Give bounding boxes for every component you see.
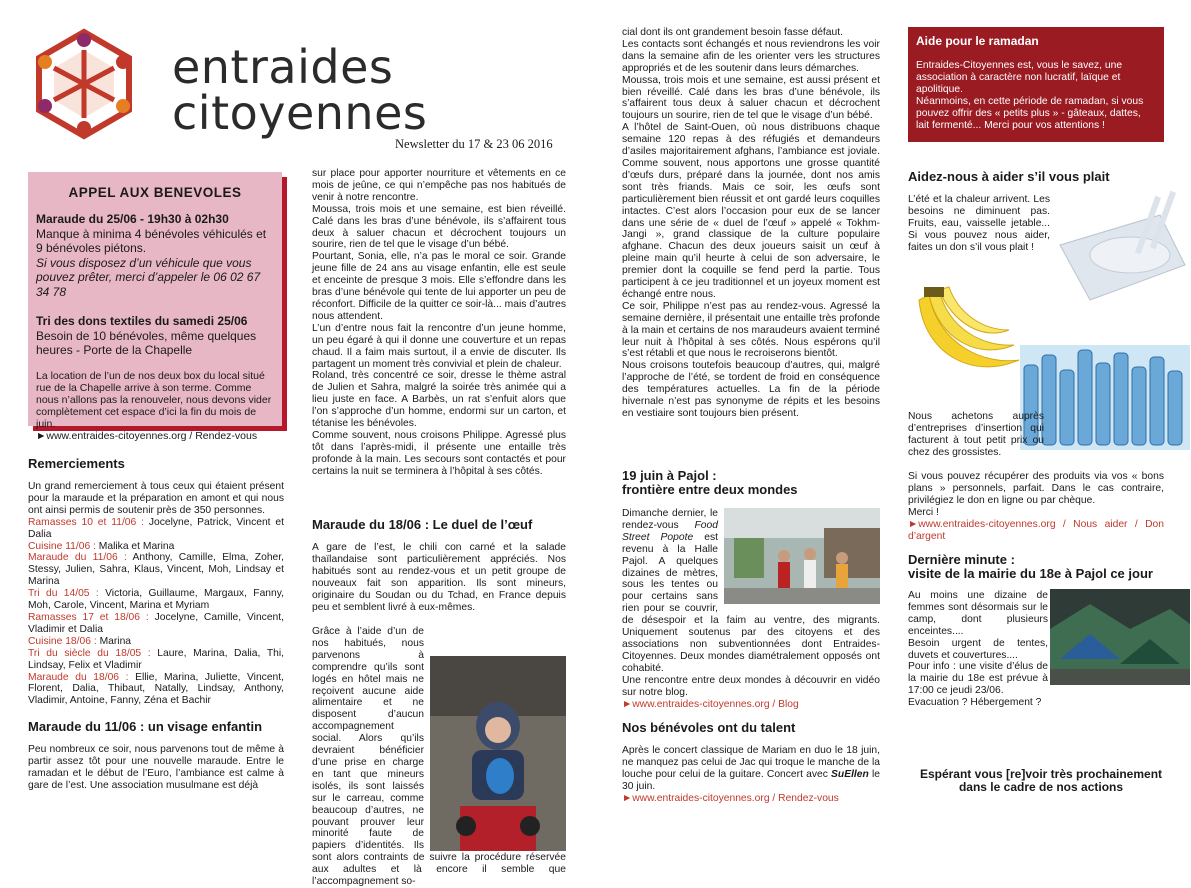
talent-link[interactable]: ►www.entraides-citoyennes.org / Rendez-vous: [622, 792, 839, 804]
visage-title: Maraude du 11/06 : un visage enfantin: [28, 719, 263, 735]
talent-end: le 30 juin.: [622, 768, 880, 792]
thanks-item-names: Victoria, Guillaume, Margaux, Fanny, Moh, Carole, Vincent, Marina et Myriam: [28, 588, 284, 612]
ramadan-body: Entraides-Citoyennes est, vous le savez, une association à caractère non lucratif, laïque et apolitique.: [916, 60, 1123, 95]
tri-heading: Tri des dons textiles du samedi 25/06: [36, 314, 248, 328]
col2-p4: L’un d’entre nous fait la rencontre d’un jeune homme, un peu égaré à qui il donne une couverture et un repas chaud. Il a faim mais surtout, il a envie de discuter. Ils partagent un moment très convivial et plein de chaleur.: [312, 322, 566, 370]
aidez-title: Aidez-nous à aider s’il vous plait: [908, 169, 1110, 184]
col2-p6: Comme souvent, nous croisons Philippe. Agressé plus tôt dans l’après-midi, il présente une entaille très profonde à la main. Les secours sont contactés et pour certains la nuit se terminera à l’hôpital à ses côtés.: [312, 429, 566, 477]
logo-mark-icon: [28, 28, 140, 140]
thanks-item: [28, 648, 284, 672]
oeuf-title: Maraude du 18/06 : Le duel de l’œuf: [312, 517, 533, 532]
water-bottles-photo: [1020, 345, 1190, 450]
thanks-item-label: Ramasses 10 et 11/06 :: [28, 516, 149, 528]
derniere-title: [908, 553, 1153, 581]
logo-line2: citoyennes: [172, 86, 428, 140]
remerciements-title: Remerciements: [28, 456, 125, 471]
tri-body: Besoin de 10 bénévoles, même quelques heures - Porte de la Chapelle: [36, 328, 257, 357]
achat-c: Merci !: [908, 506, 939, 518]
thanks-list: [28, 517, 284, 708]
thanks-item: [28, 541, 284, 553]
dishware-image: [1050, 185, 1190, 325]
oeuf-p2-wrap: [312, 626, 566, 888]
ramadan-title: Aide pour le ramadan: [916, 34, 1039, 48]
derniere-p1: Au moins une dizaine de femmes sont désormais sur le camp, dont plusieurs enceintes....: [908, 590, 1048, 637]
thanks-item-label: Tri du 14/05 :: [28, 588, 106, 600]
child-photo: [430, 656, 566, 851]
maraude-italic: Si vous disposez d’un véhicule que vous pouvez prêter, merci d’appeler le 06 02 67 34 78: [36, 255, 261, 299]
thanks-item-label: Maraude du 11/06 :: [28, 552, 133, 564]
col3-p5: Ce soir, Philippe n’est pas au rendez-vous. Agressé la semaine dernière, il présentait une entaille très profonde à la main et certains de nos maraudeurs avaient terminé leur nuit à l’hôpital à ses côtés. Nous espérons qu’il s’est rétabli et que nous le recroiserons bientôt.: [622, 300, 880, 360]
oeuf-p2: Grâce à l’aide d’un de nos habitués, nous parvenons à comprendre qu’ils sont logés en hôtel mais ne reçoivent aucune aide alimentaire et ne disposent d’aucun accompagnement social. Alors qu’ils devraient bénéficier d’une prise en charge en tant que mineurs isolés, ils sont laissés sur le carreau, comme beaucoup d’autres, ne pouvant prouver leur minorité faute de papiers d’identités. Ils sont alors contraints de suivre la procédure réservée aux adultes et là encore il semble que l’accompagnement so-: [312, 626, 566, 888]
pajol-italic: Food Street Popote: [622, 519, 718, 543]
thanks-item-label: Cuisine 11/06 :: [28, 540, 99, 552]
talent-title: Nos bénévoles ont du talent: [622, 720, 796, 735]
thanks-item-label: Cuisine 18/06 :: [28, 635, 100, 647]
thanks-item-names: Jocelyne, Camille, Vincent, Vladimir et Dalia: [28, 611, 284, 635]
camp-photo: [1050, 589, 1190, 685]
water-bottles-image: [1020, 345, 1190, 450]
thanks-item-names: Jocelyne, Patrick, Vincent et Dalia: [28, 516, 284, 540]
thanks-item: [28, 612, 284, 636]
thanks-item-names: Laure, Marina, Dalia, Thi, Lindsay, Felix et Vladimir: [28, 647, 284, 671]
visage-body: Peu nombreux ce soir, nous parvenons tout de même à partir assez tôt pour une nouvelle maraude. Entre le ramadan et le début de l’Euro, l’ambiance est calme à gare de l’est. Une association musulmane est déjà: [28, 744, 284, 791]
col3-p2: Les contacts sont échangés et nous reviendrons les voir dans la semaine afin de les orienter vers les structures appropriés et de les soutenir dans leurs démarches.: [622, 38, 880, 74]
pajol-title-2: frontière entre deux mondes: [622, 482, 798, 497]
derniere-p4: Evacuation ? Hébergement ?: [908, 697, 1042, 709]
col2-p5: Roland, très concentré ce soir, dresse le thème astral de Julien et Sahra, malgré la soirée très animée qui a lieu juste en face. A Barbès, un rat s’enfuit alors que l’on s’approche d’un homme, endormi sur un carton, et tétanise les bénévoles.: [312, 370, 566, 430]
logo-line1: entraides: [172, 40, 394, 94]
pajol-c: pour se couvrir, de désespoir et la faim au ventre, des migrants. Uniquement soutenus par des citoyens et des associations non subventionnées dont Entraides-Citoyennes. Deux mondes diamétralement opposés ont cohabité.: [622, 603, 880, 674]
talent-bold: SuEllen: [831, 768, 869, 780]
pajol-b: est revenu à la Halle Pajol. A quelques dizaines de mètres, sous les tentes ou pour certains sans rien: [622, 531, 718, 615]
appel-link[interactable]: ►www.entraides-citoyennes.org / Rendez-vous: [36, 429, 258, 442]
achat-a: Nous achetons auprès d’entreprises d’insertion qui facturent à tout petit prix ou chez des grossistes.: [908, 411, 1044, 458]
ramadan-body2: Néanmoins, en cette période de ramadan, si vous pouvez offrir des « petits plus » - gâteaux, dattes, lait fermenté... Merci pour vos attentions !: [916, 96, 1144, 131]
thanks-item: [28, 517, 284, 541]
derniere-title-1: Dernière minute :: [908, 552, 1015, 567]
thanks-item: [28, 672, 284, 708]
maraude-body: Manque à minima 4 bénévoles véhiculés et 9 bénévoles piétons.: [36, 226, 267, 255]
col2-p1: sur place pour apporter nourriture et vêtements en ce mois de jeûne, ce qui n’empêche pas nos habitués de venir à notre rencontre.: [312, 168, 566, 203]
talent-body: Après le concert classique de Mariam en duo le 18 juin, ne manquez pas celui de Jac qui troque le manche de la louche pour celui de la guitare. Concert avec: [622, 745, 880, 780]
thanks-item: [28, 636, 284, 648]
thanks-item-label: Maraude du 18/06 :: [28, 671, 136, 683]
derniere-title-2: visite de la mairie du 18e à Pajol ce jour: [908, 566, 1153, 581]
dishware-photo: [1050, 185, 1190, 325]
thanks-item-label: Ramasses 17 et 18/06 :: [28, 611, 155, 623]
thanks-item-names: Anthony, Camille, Elma, Zoher, Stessy, Julien, Sahra, Klaus, Vincent, Moh, Lindsay et Marina: [28, 552, 284, 588]
camp-photo-image: [1050, 589, 1190, 685]
pajol-title-1: 19 juin à Pajol :: [622, 468, 717, 483]
pajol-title: [622, 469, 798, 497]
logo-text: [172, 40, 428, 140]
col3-p6: Nous croisons toutefois beaucoup d’autres, qui, malgré l’approche de l’été, se tordent de froid en conséquence des températures actuelles. La fin de la période hivernale n’est pas synonyme de répits et les besoins en vestiaire sont toujours bien présent.: [622, 360, 880, 419]
achat-link[interactable]: ►www.entraides-citoyennes.org / Nous aider / Don d’argent: [908, 518, 1164, 542]
col3-p3: Moussa, trois mois et une semaine, est aussi présent et bien réveillé. Calé dans les bras d’une bénévole, ils s’affairent tous deux à saluer chacun et décrochent toujours un sourire, rien de tel que le visage d’un bébé.: [622, 74, 880, 122]
thanks-item-names: Ellie, Marina, Juliette, Vincent, Florent, Dalia, Thibaut, Natally, Lindsay, Anthony, Vladimir, Antoine, Fanny, Zéna et Bachir: [28, 671, 284, 707]
logo: [28, 28, 140, 140]
pajol-a: Dimanche dernier, le rendez-vous: [622, 508, 718, 531]
thanks-item: [28, 588, 284, 612]
closing-message: Espérant vous [re]voir très prochainement dans le cadre de nos actions: [919, 767, 1163, 794]
thanks-item-names: Malika et Marina: [98, 540, 175, 552]
col2-p3: Pourtant, Sonia, elle, n’a pas le moral ce soir. Grande jeune fille de 24 ans au visage enfantin, elle est seule et enceinte de presque 3 mois. Elle s’effondre dans les bras d’une bénévole qui tente de lui apporter un peu de réconfort. Difficile de la quitter ce soir-là... mais d’autres nous attendent.: [312, 251, 566, 322]
col2-p2: Moussa, trois mois et une semaine, est bien réveillé. Calé dans les bras d’une bénévole, ils s’affairent tous deux à saluer chacun et décrochent toujours un sourire, rien de tel que le visage d’un bébé.: [312, 203, 566, 251]
derniere-p2: Besoin urgent de tentes, duvets et couvertures....: [908, 637, 1048, 661]
achat-b: Si vous pouvez récupérer des produits via vos « bons plans » personnels, parfait. Dans le cas contraire, privilégiez le don en ligne ou par chèque.: [908, 471, 1164, 506]
banana-photo: [914, 285, 1024, 385]
derniere-p3: Pour info : une visite d’élus de la mairie du 18e est prévue à 17:00 ce jeudi 23/06.: [908, 661, 1048, 697]
volunteer-call-box: [28, 172, 282, 442]
pajol-photo-image: [724, 508, 880, 604]
volunteer-call-title: APPEL AUX BENEVOLES: [68, 185, 242, 200]
pajol-body: [622, 508, 880, 711]
aidez-body: L’été et la chaleur arrivent. Les besoins ne diminuent pas. Fruits, eau, vaisselle jetable... Si vous pouvez nous aider, faites un don s’il vous plait !: [908, 194, 1050, 253]
thanks-item-names: Marina: [99, 635, 132, 647]
remerciements-intro: Un grand remerciement à tous ceux qui étaient présent pour la maraude et la préparation en amont et qui nous ont ainsi permis de soutenir près de 350 personnes.: [28, 481, 284, 516]
pajol-photo: [724, 508, 880, 604]
pajol-d: Une rencontre entre deux mondes à découvrir en vidéo sur notre blog.: [622, 674, 880, 698]
col3-p4: A l’hôtel de Saint-Ouen, où nous distribuons chaque semaine 120 repas à des réfugiés et demandeurs d’asiles majoritairement afghans, l’ambiance est joviale. Comme souvent, nous apportons une grosse quantité d’œufs durs, préparé dans la journée, dont nos amis sont très friands. Mais ce soir, les œufs sont particulièrement bien réussit et ont gardé leurs coquilles intactes. C’est alors l’occasion pour eux de se lancer dans une série de « duel de l’œuf » appelé « Tokhm-Jangi », grand classique de la culture populaire afghane. Chacun des deux joueurs saisit un œuf à pleine main qu’il heurte à celui de son adversaire, le premier dont la coquille se fend perd la partie. Tous participent à ce jeu traditionnel et un joyeux moment est échangé entre nous.: [622, 122, 880, 300]
col3-p1: cial dont ils ont grandement besoin fasse défaut.: [622, 27, 843, 38]
child-photo-image: [430, 656, 566, 851]
thanks-item: [28, 552, 284, 588]
thanks-item-label: Tri du siècle du 18/05 :: [28, 647, 158, 659]
ramadan-box: [908, 27, 1164, 142]
pajol-link[interactable]: ►www.entraides-citoyennes.org / Blog: [622, 698, 799, 710]
maraude-heading: Maraude du 25/06 - 19h30 à 02h30: [36, 212, 229, 226]
oeuf-p1: A gare de l’est, le chili con carné et la salade thaïlandaise sont particulièrement appréciés. Nos habitués sont au rendez-vous et un petit groupe de nouveaux fait son apparition. Ils sont mineurs, originaire du Soudan ou du Tchad, en France depuis peu et semblent livré à eux-mêmes.: [312, 542, 566, 613]
location-note: La location de l’un de nos deux box du local situé rue de la Chapelle arrive à son terme. Comme nous n’allons pas la renouveler, nous devons vider complètement cet espace d’ici la fin du mois de juin.: [36, 369, 272, 430]
banana-icon: [914, 285, 1024, 385]
newsletter-date: Newsletter du 17 & 23 06 2016: [395, 137, 553, 151]
